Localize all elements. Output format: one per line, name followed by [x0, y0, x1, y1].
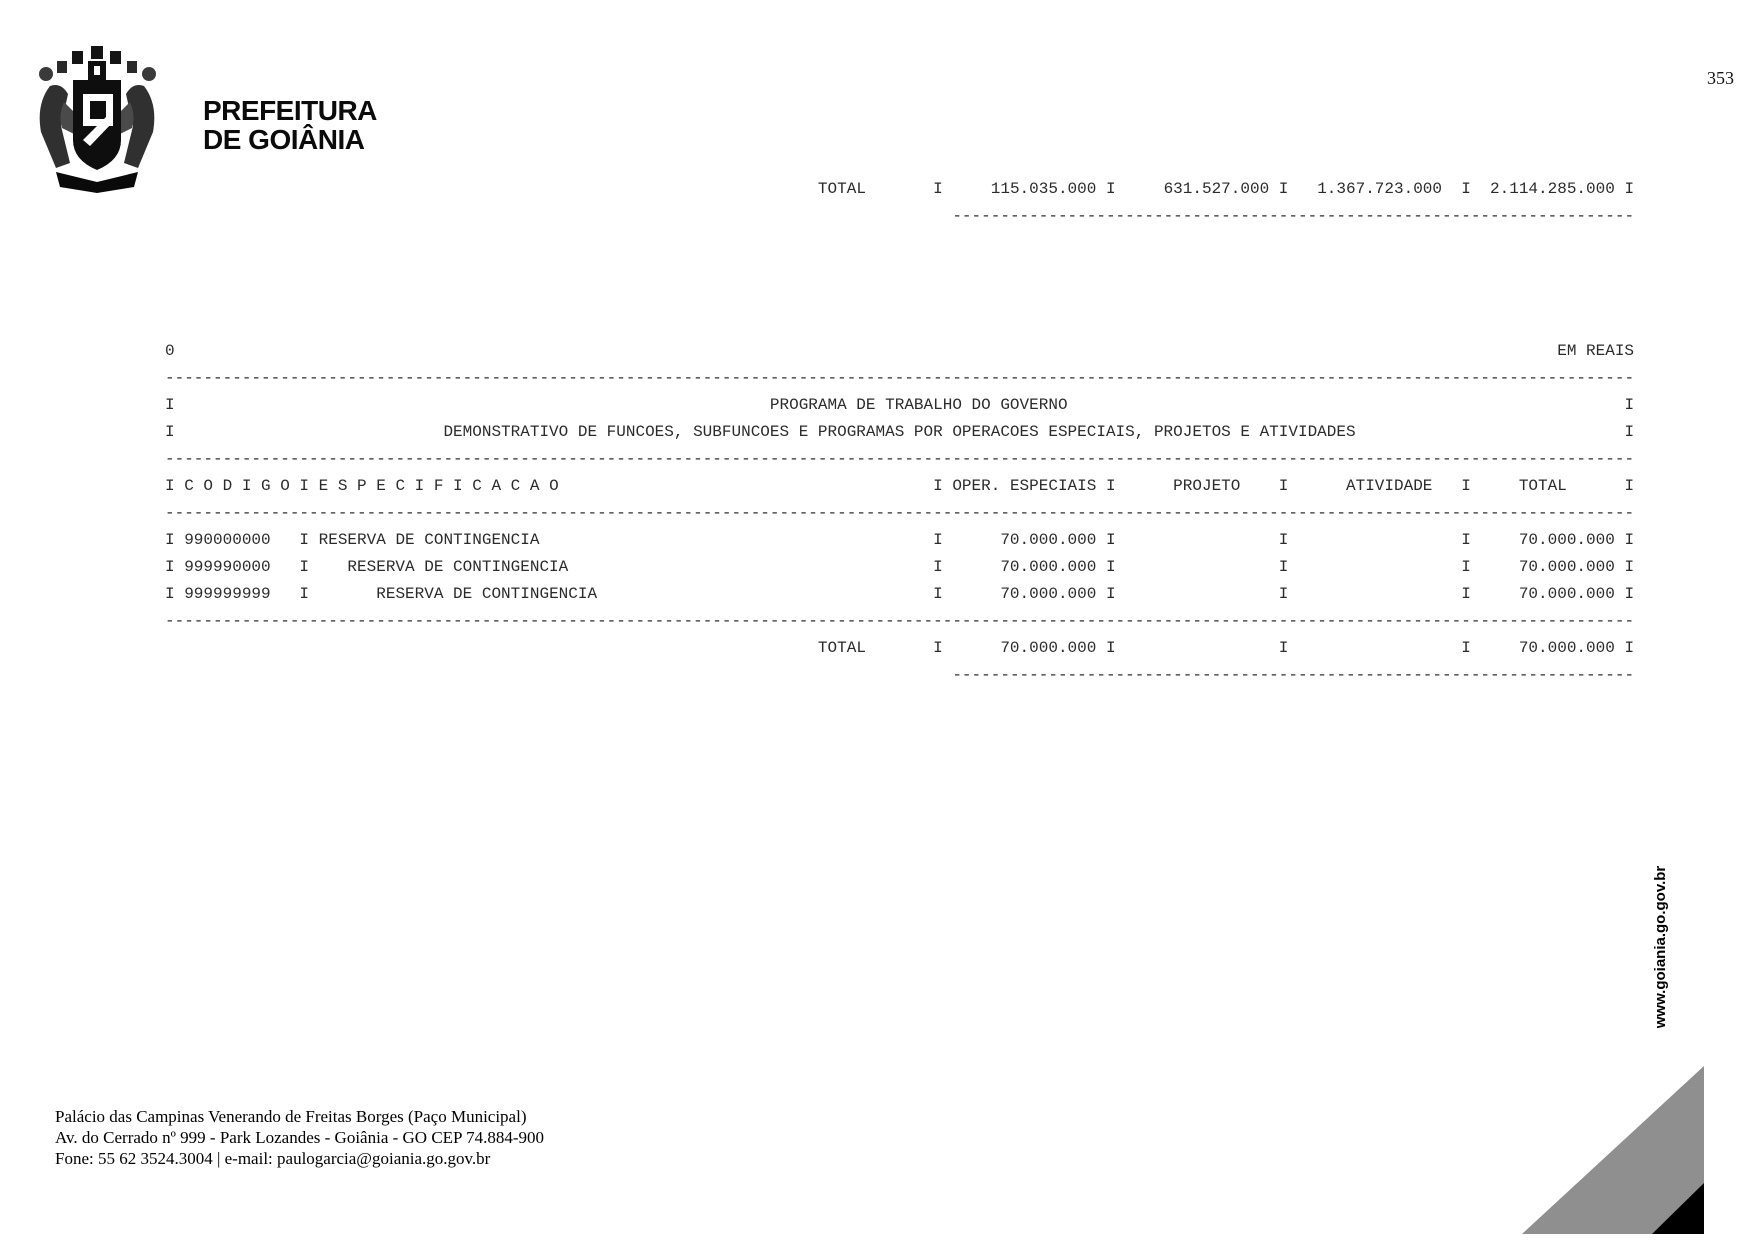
- report-line: [165, 608, 1634, 635]
- report-dashed-rule: ---------------------------------------------------------------------------------------------------------------------------------------------------------: [165, 450, 1635, 468]
- report-text-segment: E S P E C I F I C A C A O: [318, 477, 559, 495]
- report-text-segment: 70.000.000: [1518, 585, 1615, 603]
- report-text-segment: I: [1461, 639, 1471, 657]
- footer-address-line2: Av. do Cerrado nº 999 - Park Lozandes - Goiânia - GO CEP 74.884-900: [55, 1128, 545, 1147]
- report-text-segment: EM REAIS: [1557, 342, 1635, 360]
- report-text-segment: I: [165, 531, 175, 549]
- report-text-segment: 70.000.000: [1000, 558, 1097, 576]
- report-text-segment: 70.000.000: [1000, 639, 1097, 657]
- report-text-segment: I: [933, 558, 943, 576]
- report-text-segment: I: [1278, 180, 1289, 198]
- report-text-segment: PROGRAMA DE TRABALHO DO GOVERNO: [769, 396, 1068, 414]
- report-text-segment: I: [1461, 585, 1471, 603]
- report-line: [165, 392, 1634, 419]
- report-text-segment: I: [1624, 477, 1635, 495]
- report-text-segment: RESERVA DE CONTINGENCIA: [347, 558, 569, 576]
- report-text-segment: I: [933, 585, 943, 603]
- report-text-segment: I: [1461, 558, 1471, 576]
- report-text-segment: I: [1461, 477, 1471, 495]
- report-line: [165, 473, 1634, 500]
- report-line: [165, 311, 1634, 338]
- report-text-segment: I: [1624, 531, 1635, 549]
- report-text-segment: C O D I G O: [184, 477, 290, 495]
- report-text-segment: I: [1278, 531, 1289, 549]
- report-text-segment: 1.367.723.000: [1317, 180, 1443, 198]
- report-text-segment: TOTAL: [1518, 477, 1567, 495]
- report-dashed-rule: ---------------------------------------------------------------------------------------------------------------------------------------------------------: [165, 504, 1635, 522]
- report-text-segment: I: [1278, 477, 1289, 495]
- report-dashed-rule: -----------------------------------------------------------------------: [952, 207, 1635, 225]
- corner-triangle-gray: [1522, 1066, 1704, 1234]
- report-text-segment: DEMONSTRATIVO DE FUNCOES, SUBFUNCOES E PROGRAMAS POR OPERACOES ESPECIAIS, PROJETOS E ATIVIDADES: [443, 423, 1356, 441]
- report-dashed-rule: ---------------------------------------------------------------------------------------------------------------------------------------------------------: [165, 612, 1635, 630]
- report-text-segment: 70.000.000: [1518, 558, 1615, 576]
- report-text-segment: I: [299, 531, 310, 549]
- report-text-segment: I: [299, 558, 310, 576]
- org-wordmark-line1: PREFEITURA: [203, 95, 377, 126]
- report-text-segment: 0: [165, 342, 175, 360]
- report-line: [165, 554, 1634, 581]
- report-text-segment: I: [1624, 180, 1635, 198]
- report-text-segment: OPER. ESPECIAIS: [952, 477, 1097, 495]
- report-line: [165, 338, 1634, 365]
- report-text-segment: 999990000: [184, 558, 271, 576]
- report-text-segment: I: [1624, 585, 1635, 603]
- report-text-segment: I: [933, 531, 943, 549]
- report-text-segment: I: [933, 180, 943, 198]
- report-dashed-rule: ---------------------------------------------------------------------------------------------------------------------------------------------------------: [165, 369, 1635, 387]
- report-line: [165, 230, 1634, 257]
- report-text-segment: PROJETO: [1173, 477, 1241, 495]
- report-line: [165, 662, 1634, 689]
- page-number: 353: [1707, 68, 1734, 88]
- report-text-segment: I: [1105, 639, 1116, 657]
- report-text-segment: I: [1105, 585, 1116, 603]
- report-line: [165, 527, 1634, 554]
- report-line: [165, 257, 1634, 284]
- report-text-segment: I: [1461, 531, 1471, 549]
- org-wordmark-line2: DE GOIÂNIA: [203, 124, 365, 155]
- report-text-segment: I: [165, 585, 175, 603]
- report-text-segment: I: [1105, 558, 1116, 576]
- report-text-segment: I: [1278, 639, 1289, 657]
- report-line: [165, 176, 1634, 203]
- report-text-segment: I: [165, 477, 175, 495]
- report-line: [165, 635, 1634, 662]
- report-text-segment: 70.000.000: [1000, 531, 1097, 549]
- report-text-segment: I: [165, 396, 175, 414]
- report-text-segment: I: [1624, 558, 1635, 576]
- org-wordmark: [203, 96, 377, 154]
- report-text-segment: I: [1461, 180, 1471, 198]
- report-text-segment: I: [299, 585, 310, 603]
- website-vertical-text: www.goiania.go.gov.br: [1652, 865, 1669, 1029]
- report-text-segment: I: [933, 477, 943, 495]
- report-text-segment: 990000000: [184, 531, 271, 549]
- report-text-segment: 70.000.000: [1518, 531, 1615, 549]
- header-logo: [28, 44, 180, 194]
- report-text-segment: I: [299, 477, 310, 495]
- report-text-segment: I: [1624, 423, 1635, 441]
- footer-address-line1: Palácio das Campinas Venerando de Freitas Borges (Paço Municipal): [55, 1107, 527, 1126]
- report-text-segment: I: [1278, 585, 1289, 603]
- report-text-segment: TOTAL: [817, 639, 866, 657]
- report-text-segment: 999999999: [184, 585, 271, 603]
- report-text-segment: I: [165, 558, 175, 576]
- report-text-segment: I: [1105, 477, 1116, 495]
- report-text-segment: I: [1624, 639, 1635, 657]
- report-text-segment: I: [1105, 531, 1116, 549]
- report-text-segment: 70.000.000: [1000, 585, 1097, 603]
- report-dashed-rule: -----------------------------------------------------------------------: [952, 666, 1635, 684]
- report-text-segment: RESERVA DE CONTINGENCIA: [318, 531, 540, 549]
- report-text-segment: I: [933, 639, 943, 657]
- report-text-segment: I: [1278, 558, 1289, 576]
- report-text-segment: I: [165, 423, 175, 441]
- report-text-segment: I: [1624, 396, 1635, 414]
- footer-contact-line: Fone: 55 62 3524.3004 | e-mail: paulogarcia@goiania.go.gov.br: [55, 1149, 491, 1168]
- report-text-segment: TOTAL: [817, 180, 866, 198]
- report-text-segment: I: [1105, 180, 1116, 198]
- report-line: [165, 365, 1634, 392]
- coat-of-arms-icon: [28, 44, 180, 194]
- report-text-segment: ATIVIDADE: [1345, 477, 1433, 495]
- report-line: [165, 500, 1634, 527]
- report-line: [165, 446, 1634, 473]
- report-text-segment: 631.527.000: [1163, 180, 1270, 198]
- footer-address-block: [55, 1106, 544, 1169]
- report-text-segment: RESERVA DE CONTINGENCIA: [376, 585, 598, 603]
- report-text-segment: 2.114.285.000: [1490, 180, 1615, 198]
- report-line: [165, 419, 1634, 446]
- report-text-segment: 70.000.000: [1518, 639, 1615, 657]
- report-line: [165, 203, 1634, 230]
- budget-report-text: [165, 176, 1634, 689]
- report-line: [165, 581, 1634, 608]
- report-text-segment: 115.035.000: [990, 180, 1097, 198]
- report-line: [165, 284, 1634, 311]
